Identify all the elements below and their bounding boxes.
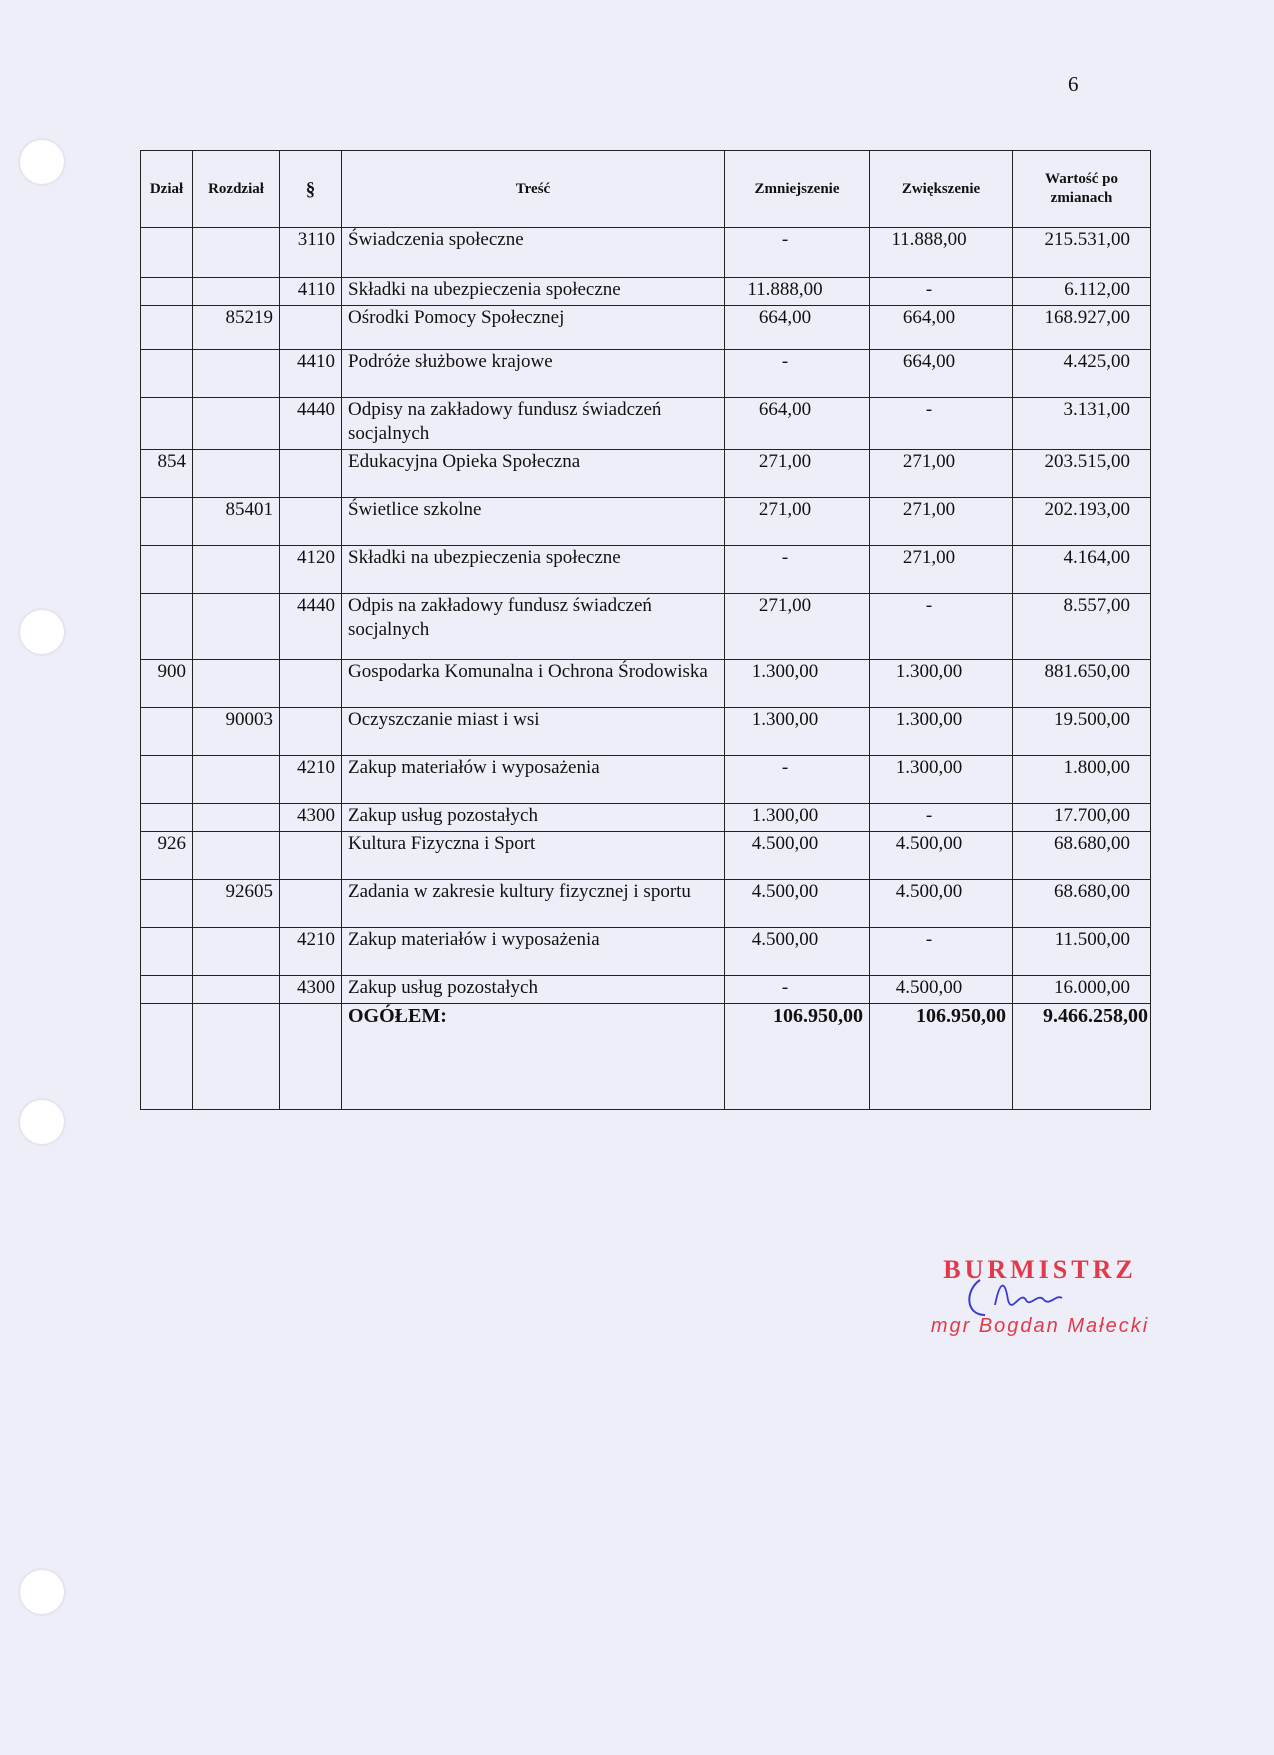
cell-zwiekszenie: 271,00 (870, 546, 1013, 594)
cell-paragraf: 4410 (280, 350, 342, 398)
table-row (141, 660, 1151, 708)
cell-zmniejszenie: 4.500,00 (725, 832, 870, 880)
cell-wartosc: 6.112,00 (1013, 278, 1151, 306)
table-row (141, 398, 1151, 450)
cell-tresc: Zakup materiałów i wyposażenia (342, 928, 725, 976)
cell-paragraf (280, 306, 342, 350)
cell-tresc: Gospodarka Komunalna i Ochrona Środowiska (342, 660, 725, 708)
header-dzial: Dział (141, 151, 193, 228)
cell-wartosc: 3.131,00 (1013, 398, 1151, 450)
cell-wartosc: 881.650,00 (1013, 660, 1151, 708)
cell-zmniejszenie: - (725, 546, 870, 594)
cell-rozdzial (193, 450, 280, 498)
cell-dzial (141, 398, 193, 450)
cell-zwiekszenie: - (870, 594, 1013, 660)
cell-tresc: Podróże służbowe krajowe (342, 350, 725, 398)
cell-zmniejszenie: 1.300,00 (725, 708, 870, 756)
cell-rozdzial (193, 398, 280, 450)
stamp-name: mgr Bogdan Małecki (930, 1315, 1150, 1337)
punch-hole (20, 1100, 64, 1144)
cell-zmniejszenie: 4.500,00 (725, 880, 870, 928)
header-rozdzial: Rozdział (193, 151, 280, 228)
cell-tresc: Zakup usług pozostałych (342, 976, 725, 1004)
page-number: 6 (1068, 72, 1079, 96)
cell-zwiekszenie: 664,00 (870, 306, 1013, 350)
cell-dzial (141, 498, 193, 546)
punch-hole (20, 140, 64, 184)
total-label: OGÓŁEM: (342, 1004, 725, 1110)
cell-zmniejszenie: 1.300,00 (725, 804, 870, 832)
table-row (141, 594, 1151, 660)
cell-wartosc: 168.927,00 (1013, 306, 1151, 350)
cell-zwiekszenie: 1.300,00 (870, 708, 1013, 756)
table-row (141, 928, 1151, 976)
cell-zwiekszenie: 4.500,00 (870, 880, 1013, 928)
cell-zwiekszenie: 271,00 (870, 450, 1013, 498)
table-row (141, 350, 1151, 398)
cell-rozdzial (193, 228, 280, 278)
cell-wartosc: 215.531,00 (1013, 228, 1151, 278)
cell-wartosc: 16.000,00 (1013, 976, 1151, 1004)
cell-rozdzial (193, 350, 280, 398)
cell-rozdzial (193, 546, 280, 594)
table-row (141, 278, 1151, 306)
cell-tresc: Świetlice szkolne (342, 498, 725, 546)
punch-hole (20, 1570, 64, 1614)
cell-tresc: Odpis na zakładowy fundusz świadczeń socjalnych (342, 594, 725, 660)
table-row (141, 756, 1151, 804)
total-paragraf (280, 1004, 342, 1110)
total-row (141, 1004, 1151, 1110)
cell-zwiekszenie: 271,00 (870, 498, 1013, 546)
cell-zwiekszenie: - (870, 804, 1013, 832)
cell-paragraf: 4440 (280, 594, 342, 660)
cell-paragraf: 3110 (280, 228, 342, 278)
total-zmniejszenie: 106.950,00 (725, 1004, 870, 1110)
cell-tresc: Składki na ubezpieczenia społeczne (342, 546, 725, 594)
cell-tresc: Zakup usług pozostałych (342, 804, 725, 832)
cell-dzial (141, 228, 193, 278)
cell-zwiekszenie: - (870, 928, 1013, 976)
table-row (141, 546, 1151, 594)
cell-paragraf (280, 660, 342, 708)
cell-zmniejszenie: 664,00 (725, 306, 870, 350)
total-zwiekszenie: 106.950,00 (870, 1004, 1013, 1110)
cell-rozdzial (193, 976, 280, 1004)
header-wartosc: Wartość po zmianach (1013, 151, 1151, 228)
total-rozdzial (193, 1004, 280, 1110)
cell-dzial (141, 880, 193, 928)
cell-paragraf (280, 880, 342, 928)
cell-zmniejszenie: 11.888,00 (725, 278, 870, 306)
cell-wartosc: 203.515,00 (1013, 450, 1151, 498)
stamp-title: BURMISTRZ (943, 1255, 1137, 1284)
cell-dzial: 900 (141, 660, 193, 708)
cell-wartosc: 19.500,00 (1013, 708, 1151, 756)
table-row (141, 450, 1151, 498)
handwritten-signature (960, 1270, 1080, 1330)
cell-wartosc: 68.680,00 (1013, 880, 1151, 928)
cell-rozdzial (193, 660, 280, 708)
cell-dzial (141, 306, 193, 350)
cell-paragraf: 4440 (280, 398, 342, 450)
cell-tresc: Świadczenia społeczne (342, 228, 725, 278)
cell-zwiekszenie: 1.300,00 (870, 660, 1013, 708)
cell-dzial (141, 804, 193, 832)
header-paragraf: § (280, 151, 342, 228)
cell-wartosc: 4.425,00 (1013, 350, 1151, 398)
cell-rozdzial (193, 804, 280, 832)
cell-rozdzial (193, 756, 280, 804)
cell-rozdzial: 90003 (193, 708, 280, 756)
budget-table (140, 150, 1151, 1110)
header-tresc: Treść (342, 151, 725, 228)
cell-rozdzial (193, 928, 280, 976)
table-row (141, 804, 1151, 832)
cell-tresc: Oczyszczanie miast i wsi (342, 708, 725, 756)
cell-tresc: Ośrodki Pomocy Społecznej (342, 306, 725, 350)
cell-zwiekszenie: 11.888,00 (870, 228, 1013, 278)
cell-tresc: Składki na ubezpieczenia społeczne (342, 278, 725, 306)
cell-tresc: Zakup materiałów i wyposażenia (342, 756, 725, 804)
cell-rozdzial: 85219 (193, 306, 280, 350)
cell-paragraf: 4300 (280, 804, 342, 832)
cell-wartosc: 8.557,00 (1013, 594, 1151, 660)
cell-wartosc: 202.193,00 (1013, 498, 1151, 546)
cell-wartosc: 4.164,00 (1013, 546, 1151, 594)
table-row (141, 832, 1151, 880)
cell-paragraf: 4120 (280, 546, 342, 594)
cell-zwiekszenie: 4.500,00 (870, 976, 1013, 1004)
cell-dzial (141, 594, 193, 660)
cell-tresc: Kultura Fizyczna i Sport (342, 832, 725, 880)
cell-zmniejszenie: 4.500,00 (725, 928, 870, 976)
cell-dzial (141, 278, 193, 306)
cell-wartosc: 11.500,00 (1013, 928, 1151, 976)
cell-paragraf (280, 708, 342, 756)
total-dzial (141, 1004, 193, 1110)
cell-paragraf (280, 498, 342, 546)
cell-zmniejszenie: 271,00 (725, 594, 870, 660)
header-zwiekszenie: Zwiększenie (870, 151, 1013, 228)
cell-dzial (141, 976, 193, 1004)
cell-dzial (141, 708, 193, 756)
table-row (141, 228, 1151, 278)
cell-rozdzial (193, 832, 280, 880)
table-row (141, 708, 1151, 756)
cell-tresc: Odpisy na zakładowy fundusz świadczeń socjalnych (342, 398, 725, 450)
cell-dzial (141, 928, 193, 976)
cell-rozdzial (193, 278, 280, 306)
cell-dzial (141, 350, 193, 398)
cell-wartosc: 68.680,00 (1013, 832, 1151, 880)
table-row (141, 306, 1151, 350)
cell-zmniejszenie: 664,00 (725, 398, 870, 450)
cell-dzial (141, 546, 193, 594)
cell-paragraf (280, 450, 342, 498)
cell-dzial (141, 756, 193, 804)
cell-paragraf: 4210 (280, 756, 342, 804)
cell-dzial: 926 (141, 832, 193, 880)
cell-wartosc: 17.700,00 (1013, 804, 1151, 832)
table-row (141, 498, 1151, 546)
cell-zmniejszenie: - (725, 976, 870, 1004)
table-row (141, 880, 1151, 928)
cell-paragraf: 4110 (280, 278, 342, 306)
cell-zmniejszenie: 271,00 (725, 450, 870, 498)
punch-hole (20, 610, 64, 654)
cell-zwiekszenie: 4.500,00 (870, 832, 1013, 880)
cell-zwiekszenie: 664,00 (870, 350, 1013, 398)
header-zmniejszenie: Zmniejszenie (725, 151, 870, 228)
cell-tresc: Edukacyjna Opieka Społeczna (342, 450, 725, 498)
cell-rozdzial: 85401 (193, 498, 280, 546)
cell-paragraf: 4210 (280, 928, 342, 976)
header-row (141, 151, 1151, 228)
cell-zmniejszenie: - (725, 350, 870, 398)
cell-zwiekszenie: 1.300,00 (870, 756, 1013, 804)
total-wartosc: 9.466.258,00 (1013, 1004, 1151, 1110)
cell-wartosc: 1.800,00 (1013, 756, 1151, 804)
cell-zmniejszenie: - (725, 756, 870, 804)
cell-paragraf: 4300 (280, 976, 342, 1004)
cell-paragraf (280, 832, 342, 880)
cell-dzial: 854 (141, 450, 193, 498)
cell-rozdzial (193, 594, 280, 660)
cell-zmniejszenie: 271,00 (725, 498, 870, 546)
cell-zwiekszenie: - (870, 278, 1013, 306)
cell-rozdzial: 92605 (193, 880, 280, 928)
cell-zmniejszenie: 1.300,00 (725, 660, 870, 708)
table-row (141, 976, 1151, 1004)
cell-tresc: Zadania w zakresie kultury fizycznej i sportu (342, 880, 725, 928)
cell-zmniejszenie: - (725, 228, 870, 278)
cell-zwiekszenie: - (870, 398, 1013, 450)
